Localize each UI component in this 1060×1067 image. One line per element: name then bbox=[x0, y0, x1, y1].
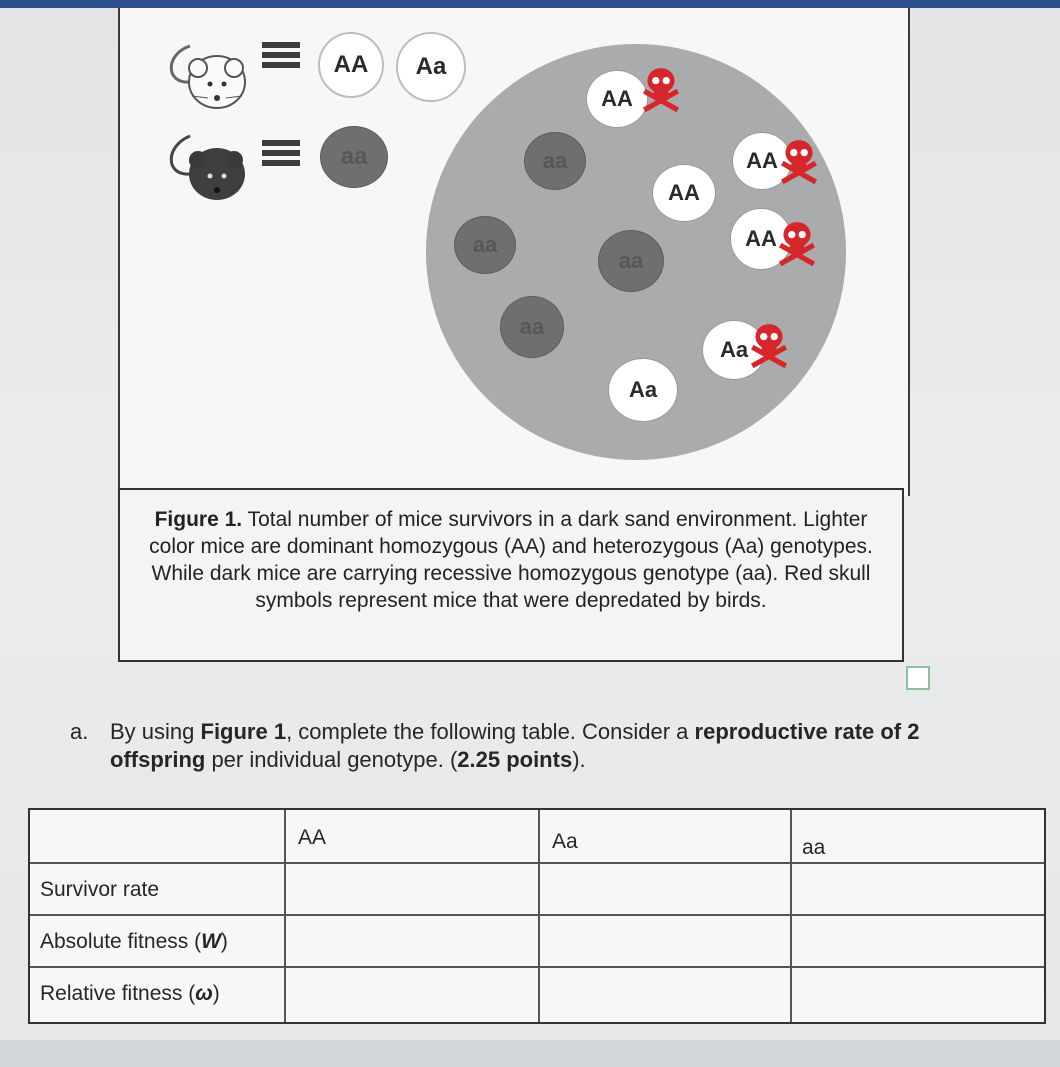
equals-sign bbox=[262, 42, 300, 72]
row-label-survivor-rate: Survivor rate bbox=[40, 878, 160, 901]
row-label-text: Relative fitness ( bbox=[40, 982, 196, 1005]
light-mouse-icon bbox=[160, 24, 250, 114]
caption-label: Figure 1. bbox=[154, 508, 243, 531]
row-label-text: ) bbox=[220, 930, 228, 953]
question-a bbox=[70, 718, 1000, 774]
header-aa: aa bbox=[802, 836, 826, 859]
skull-crossbones-icon bbox=[778, 138, 820, 184]
mouse-genotype-chip: aa bbox=[500, 296, 564, 358]
header-AA: AA bbox=[298, 826, 327, 849]
legend-genotype-Aa: Aa bbox=[396, 32, 466, 102]
row-label-text: Absolute fitness ( bbox=[40, 930, 202, 953]
top-accent-bar bbox=[0, 0, 1060, 8]
question-text: ). bbox=[572, 747, 586, 772]
row-label-text: ) bbox=[212, 982, 220, 1005]
caption-text: Total number of mice survivors in a dark sand environment. Lighter color mice are dominant homozygous (AA) and heterozygous (Aa) genotypes. While dark mice are carrying recessive homozygous genotype (aa). Red skull symbols represent mice that were depredated by birds. bbox=[149, 508, 873, 612]
cell-survivor-Aa[interactable] bbox=[540, 864, 790, 914]
question-text: per individual genotype. ( bbox=[205, 747, 458, 772]
cell-relative-aa[interactable] bbox=[792, 968, 1042, 1020]
legend-genotype-aa: aa bbox=[320, 126, 388, 188]
question-text: By using bbox=[110, 719, 201, 744]
mouse-genotype-chip: aa bbox=[598, 230, 664, 292]
mouse-genotype-chip: aa bbox=[454, 216, 516, 274]
question-text: , complete the following table. Consider a bbox=[286, 719, 695, 744]
mouse-genotype-chip: AA bbox=[732, 132, 792, 190]
header-Aa: Aa bbox=[552, 830, 578, 853]
figure-caption bbox=[118, 488, 904, 662]
fitness-symbol: ω bbox=[195, 982, 213, 1005]
cell-relative-AA[interactable] bbox=[286, 968, 538, 1020]
skull-crossbones-icon bbox=[748, 322, 790, 368]
row-label-absolute-fitness bbox=[40, 930, 228, 954]
mouse-genotype-chip: AA bbox=[730, 208, 792, 270]
cell-absolute-AA[interactable] bbox=[286, 916, 538, 966]
skull-crossbones-icon bbox=[776, 220, 818, 266]
mouse-genotype-chip: Aa bbox=[702, 320, 766, 380]
cell-survivor-aa[interactable] bbox=[792, 864, 1042, 914]
cell-survivor-AA[interactable] bbox=[286, 864, 538, 914]
dark-mouse-icon bbox=[160, 116, 250, 206]
question-bold: 2.25 points bbox=[457, 747, 573, 772]
cell-relative-Aa[interactable] bbox=[540, 968, 790, 1020]
question-letter: a. bbox=[70, 719, 89, 744]
cell-absolute-Aa[interactable] bbox=[540, 916, 790, 966]
mouse-genotype-chip: Aa bbox=[608, 358, 678, 422]
mouse-genotype-chip: aa bbox=[524, 132, 586, 190]
fitness-table bbox=[28, 808, 1046, 1024]
page-bottom-band bbox=[0, 1040, 1060, 1067]
question-bold: reproductive rate of 2 offspring bbox=[110, 719, 920, 772]
skull-crossbones-icon bbox=[640, 66, 682, 112]
question-bold: Figure 1 bbox=[200, 719, 287, 744]
figure-1-panel bbox=[118, 8, 910, 496]
legend-genotype-AA: AA bbox=[318, 32, 384, 98]
mouse-genotype-chip: AA bbox=[586, 70, 648, 128]
equals-sign bbox=[262, 140, 300, 170]
answer-checkbox[interactable] bbox=[906, 666, 930, 690]
cell-absolute-aa[interactable] bbox=[792, 916, 1042, 966]
fitness-symbol: W bbox=[201, 930, 221, 953]
row-label-relative-fitness bbox=[40, 982, 220, 1006]
mouse-genotype-chip: AA bbox=[652, 164, 716, 222]
